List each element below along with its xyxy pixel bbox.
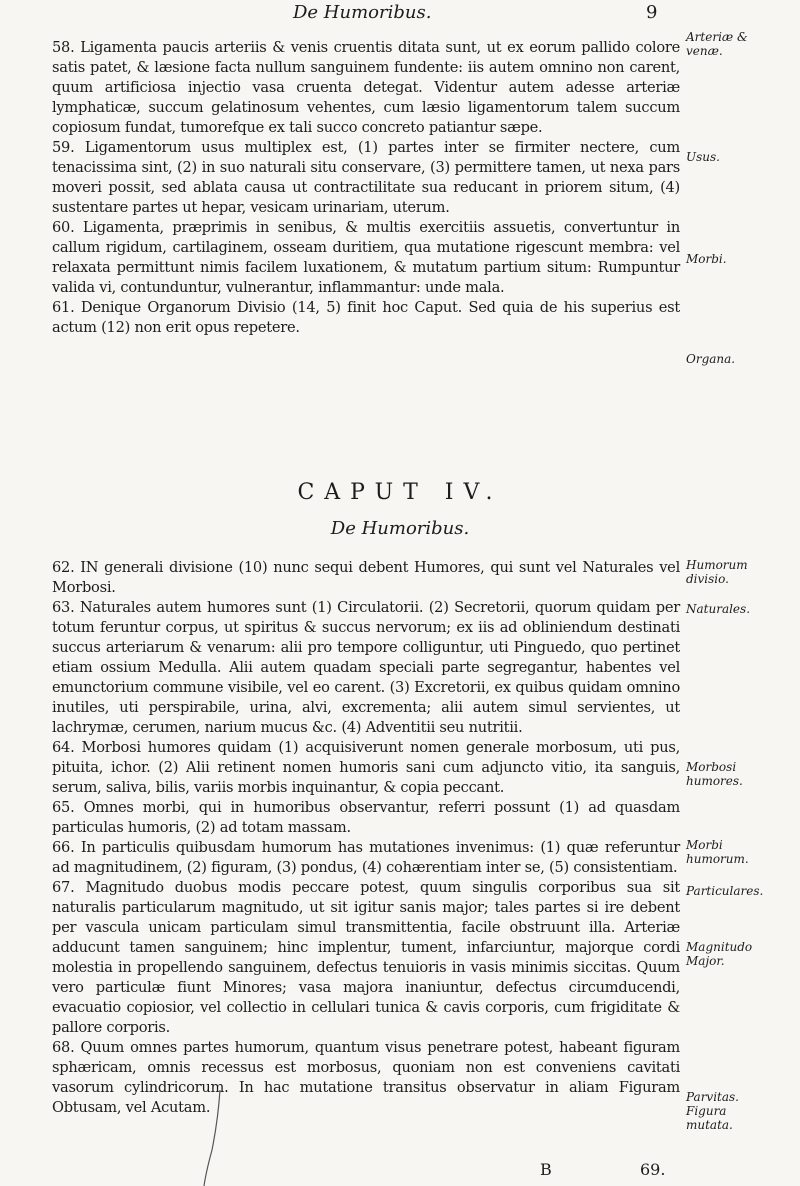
- text-block-bottom: [52, 558, 680, 1118]
- paragraph-64: 64. Morbosi humores quidam (1) acquisiverunt nomen generale morbosum, uti pus, pituita, ichor. (2) Alii retinent nomen humoris sani cum adjuncto vitio, ita sanguis, serum, saliva, bilis, variis morbis inquinantur, & copia peccant.: [52, 739, 680, 796]
- catchword: 69.: [640, 1160, 666, 1179]
- margin-note-organa: Organa.: [686, 352, 736, 366]
- paragraph-65: 65. Omnes morbi, qui in humoribus observantur, referri possunt (1) ad quasdam particulas humoris, (2) ad totam massam.: [52, 799, 680, 836]
- margin-note-magnitudo: Magnitudo Major.: [686, 940, 753, 968]
- paragraph-67: 67. Magnitudo duobus modis peccare potest, quum singulis corporibus sua sit naturalis particularum magnitudo, ut sit igitur sanis major; tales partes si ire debent per vasculа unicam particulam simul transmittentia, facile obstruunt illa. Arteriæ adducunt tamen sanguinem; hinc implentur, tument, infarciuntur, majorque cordi molestia in propellendo sanguinem, defectus tenuioris in vasis minimis siccitas. Quum vero particulæ fiunt Minores; vasa majora inaniuntur, defectus circumducendi, evacuatio copiosior, vel collectio in cellulari tunica & cavis corporis, cum frigiditate & pallore corporis.: [52, 879, 680, 1036]
- chapter-subtitle: De Humoribus.: [330, 518, 470, 539]
- margin-note-morbi: Morbi.: [686, 252, 727, 266]
- chapter-title: CAPUT IV.: [297, 480, 503, 505]
- paragraph-59: 59. Ligamentorum usus multiplex est, (1) partes inter se firmiter nectere, cum tenacissima sint, (2) in suo naturali situ conservare, (3) permittere tamen, ut nexa pars moveri possit, sed ablata causa ut contractilitate sua reducant in priorem situm, (4) sustentare partes ut hepar, vesicam urinariam, uterum.: [52, 139, 680, 216]
- margin-note-naturales: Naturales.: [686, 602, 751, 616]
- paragraph-66: 66. In particulis quibusdam humorum has mutationes invenimus: (1) quæ referuntur ad magnitudinem, (2) figuram, (3) pondus, (4) cohærentiam inter se, (5) consistentiam.: [52, 839, 680, 876]
- signature-mark: B: [540, 1160, 552, 1179]
- paragraph-61: 61. Denique Organorum Divisio (14, 5) finit hoc Caput. Sed quia de his superius est actum (12) non erit opus repetere.: [52, 299, 680, 336]
- page-header: [0, 0, 800, 34]
- margin-note-parvitas: Parvitas. Figura mutata.: [686, 1090, 739, 1132]
- margin-note-arteriae: Arteriæ & venæ.: [686, 30, 748, 58]
- paragraph-63: 63. Naturales autem humores sunt (1) Circulatorii. (2) Secretorii, quorum quidam per totum feruntur corpus, ut spiritus & succus nervorum; ex iis ad obliniendum destinati succus arteriarum & venarum: alii pro tempore colliguntur, uti Pinguedo, quo pertinet etiam ossium Medulla. Alii autem quadam speciali parte segregantur, habentes vel emunctorium commune visibile, vel eo carent. (3) Excretorii, ex quibus quidam omnino inutiles, uti perspirabile, urina, alvi, excrementa; alii autem simul servientes, ut lachrymæ, cerumen, narium mucus &c. (4) Adventitii seu nutritii.: [52, 599, 680, 736]
- paragraph-58: 58. Ligamenta paucis arteriis & venis cruentis ditata sunt, ut ex eorum pallido colore satis patet, & læsione facta nullum sanguinem fundente: iis autem omnino non carent, quum artificiosa injectio vasa cruenta detegat. Videntur autem adesse arteriæ lymphaticæ, succum gelatinosum vehentes, cum læsio ligamentorum talem succum copiosum fundat, tumorefque ex tali succo concreto patiantur sæpe.: [52, 39, 680, 136]
- page-number: 9: [646, 2, 658, 23]
- margin-note-particulares: Particulares.: [686, 884, 764, 898]
- paragraph-62: 62. IN generali divisione (10) nunc sequi debent Humores, qui sunt vel Naturales vel Morbosi.: [52, 559, 680, 596]
- margin-note-humorum-divisio: Humorum divisio.: [686, 558, 748, 586]
- paragraph-60: 60. Ligamenta, præprimis in senibus, & multis exercitiis assuetis, convertuntur in callum rigidum, cartilaginem, osseam duritiem, qua mutatione rigescunt membra: vel relaxata permittunt nimis facilem luxationem, & mutatum partium situm: Rumpuntur valida vi, contunduntur, vulnerantur, inflammantur: unde mala.: [52, 219, 680, 296]
- text-block-top: [52, 38, 680, 338]
- paragraph-68: 68. Quum omnes partes humorum, quantum visus penetrare potest, habeant figuram sphæricam, omnis recessus est morbosus, quoniam non est conveniens cavitati vasorum cylindricorum. In hac mutatione transitus observatur in aliam Figuram Obtusam, vel Acutam.: [52, 1039, 680, 1116]
- running-head: De Humoribus.: [293, 2, 432, 23]
- ink-stroke-mark: [200, 1090, 240, 1186]
- margin-note-morbosi: Morbosi humores.: [686, 760, 743, 788]
- margin-note-usus: Usus.: [686, 150, 720, 164]
- margin-note-morbi-humorum: Morbi humorum.: [686, 838, 749, 866]
